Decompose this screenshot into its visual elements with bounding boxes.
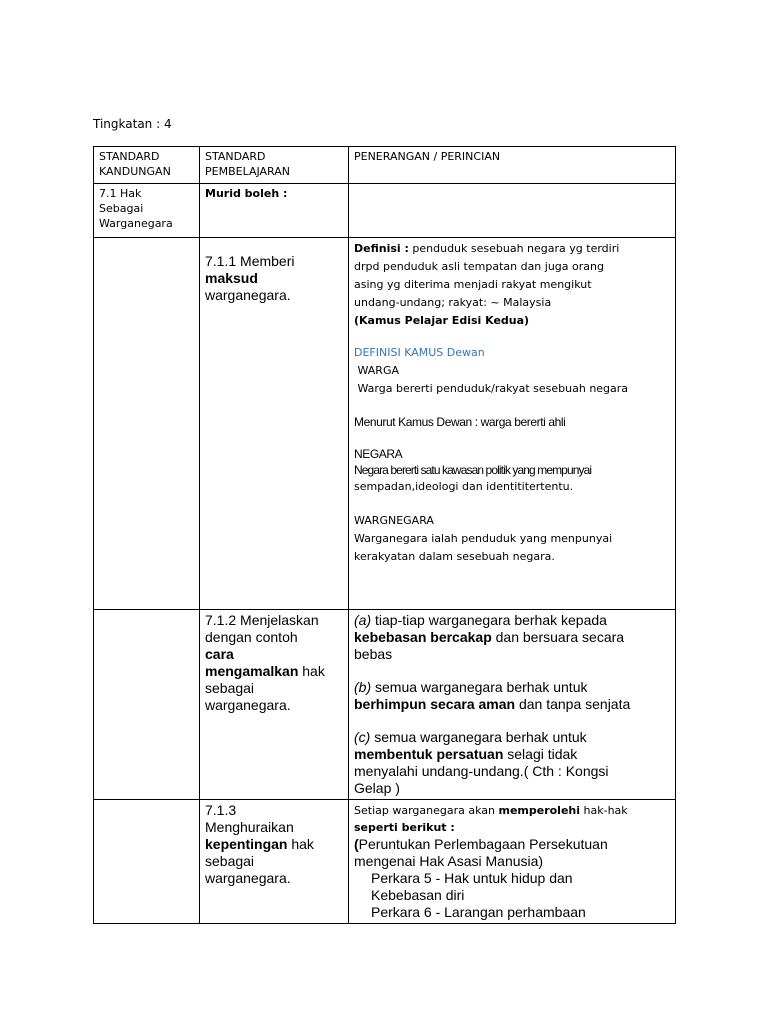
syllabus-table bbox=[93, 146, 676, 924]
header-standard-kandungan: STANDARD KANDUNGAN bbox=[94, 147, 200, 184]
header-penerangan: PENERANGAN / PERINCIAN bbox=[349, 147, 676, 184]
table-row bbox=[94, 184, 676, 238]
hak-asasi-cell: Setiap warganegara akan memperolehi hak-hak seperti berikut : (Peruntukan Perlembagaan Persekutuan mengenai Hak Asasi Manusia) Perkara 5 - Hak untuk hidup dan Kebebasan diri Perkara 6 - Larangan perhambaan bbox=[349, 800, 676, 924]
murid-boleh-cell: Murid boleh : bbox=[200, 184, 349, 238]
sp-7-1-2-cell: 7.1.2 Menjelaskan dengan contoh cara mengamalkan hak sebagai warganegara. bbox=[200, 610, 349, 800]
empty-cell bbox=[349, 184, 676, 238]
empty-cell bbox=[94, 800, 200, 924]
form-level-heading: Tingkatan : 4 bbox=[93, 117, 172, 131]
sp-7-1-3-cell: 7.1.3 Menghuraikan kepentingan hak sebagai warganegara. bbox=[200, 800, 349, 924]
sp-7-1-1-cell: 7.1.1 Memberi maksud warganegara. bbox=[200, 238, 349, 610]
empty-cell bbox=[94, 238, 200, 610]
table-header-row bbox=[94, 147, 676, 184]
table-row bbox=[94, 800, 676, 924]
definition-cell: Definisi : penduduk sesebuah negara yg terdiri drpd penduduk asli tempatan dan juga orang asing yg diterima menjadi rakyat mengikut undang-undang; rakyat: ~ Malaysia (Kamus Pelajar Edisi Kedua) DEFINISI KAMUS Dewan WARGA Warga bererti penduduk/rakyat sesebuah negara Menurut Kamus Dewan : warga bererti ahli NEGARA Negara bererti satu kawasan politik yang mempunyai sempadan,ideologi dan identititertentu. WARGNEGARA Warganegara ialah penduduk yang menpunyai kerakyatan dalam sesebuah negara. bbox=[349, 238, 676, 610]
table-row bbox=[94, 238, 676, 610]
standard-kandungan-cell: 7.1 Hak Sebagai Warganegara bbox=[94, 184, 200, 238]
header-standard-pembelajaran: STANDARD PEMBELAJARAN bbox=[200, 147, 349, 184]
table-row bbox=[94, 610, 676, 800]
kamus-dewan-heading: DEFINISI KAMUS Dewan bbox=[354, 346, 485, 359]
rights-cell: (a) tiap-tiap warganegara berhak kepada kebebasan bercakap dan bersuara secara bebas (b) semua warganegara berhak untuk berhimpun secara aman dan tanpa senjata (c) semua warganegara berhak untuk membentuk persatuan selagi tidak menyalahi undang-undang.( Cth : Kongsi Gelap ) bbox=[349, 610, 676, 800]
empty-cell bbox=[94, 610, 200, 800]
